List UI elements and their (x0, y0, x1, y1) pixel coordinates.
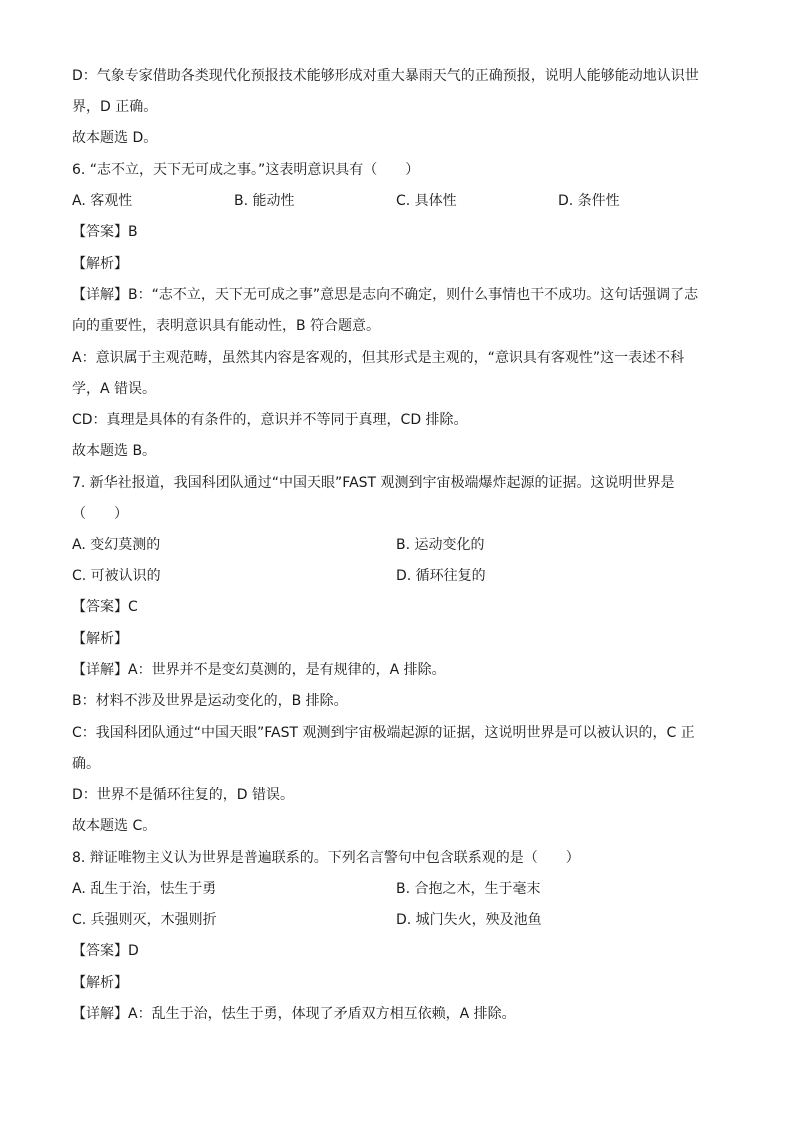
q6-option-d: D. 条件性 (558, 193, 620, 209)
q8-option-b: B. 合抱之木，生于毫末 (396, 881, 541, 897)
q7-answer: 【答案】C (72, 599, 138, 615)
text-line: 界，D 正确。 (72, 99, 158, 115)
q6-detail-line: 【详解】B：“志不立，天下无可成之事”意思是志向不确定，则什么事情也干不成功。这句话强调了志 (72, 287, 699, 303)
q7-option-b: B. 运动变化的 (396, 537, 485, 553)
q8-option-a: A. 乱生于治，怯生于勇 (72, 881, 217, 897)
q7-option-d: D. 循环往复的 (396, 568, 486, 584)
q7-detail-line: 确。 (72, 756, 100, 772)
q8-option-c: C. 兵强则灭，木强则折 (72, 912, 217, 928)
q6-detail-line: A：意识属于主观范畴，虽然其内容是客观的，但其形式是主观的，“意识具有客观性”这一表述不科 (72, 350, 685, 366)
q6-detail-line: 故本题选 B。 (72, 443, 157, 459)
q6-option-a: A. 客观性 (72, 193, 133, 209)
q6-answer: 【答案】B (72, 224, 138, 240)
q8-analysis-heading: 【解析】 (72, 975, 128, 991)
q6-detail-line: 向的重要性，表明意识具有能动性，B 符合题意。 (72, 318, 381, 334)
question-7-stem: 7. 新华社报道，我国科团队通过“中国天眼”FAST 观测到宇宙极端爆炸起源的证据。这说明世界是 (72, 475, 675, 491)
q7-detail-line: 故本题选 C。 (72, 818, 157, 834)
q7-detail-line: D：世界不是循环往复的，D 错误。 (72, 787, 295, 803)
q8-option-d: D. 城门失火，殃及池鱼 (396, 912, 542, 928)
q6-detail-line: CD：真理是具体的有条件的，意识并不等同于真理，CD 排除。 (72, 412, 468, 428)
text-line: 故本题选 D。 (72, 130, 158, 146)
question-8-stem: 8. 辩证唯物主义认为世界是普遍联系的。下列名言警句中包含联系观的是（ ） (72, 850, 580, 866)
q8-detail-line: 【详解】A：乱生于治，怯生于勇，体现了矛盾双方相互依赖，A 排除。 (72, 1006, 516, 1022)
q6-analysis-heading: 【解析】 (72, 256, 128, 272)
question-7-stem-cont: （ ） (72, 506, 128, 522)
q7-analysis-heading: 【解析】 (72, 631, 128, 647)
q6-detail-line: 学，A 错误。 (72, 381, 157, 397)
q6-option-b: B. 能动性 (234, 193, 295, 209)
question-6-stem: 6. “志不立，天下无可成之事。”这表明意识具有（ ） (72, 162, 420, 178)
text-line: D：气象专家借助各类现代化预报技术能够形成对重大暴雨天气的正确预报，说明人能够能动地认识世 (72, 68, 699, 84)
q7-detail-line: B：材料不涉及世界是运动变化的，B 排除。 (72, 693, 348, 709)
q7-detail-line: 【详解】A：世界并不是变幻莫测的，是有规律的，A 排除。 (72, 662, 446, 678)
q8-answer: 【答案】D (72, 943, 139, 959)
q6-option-c: C. 具体性 (396, 193, 457, 209)
q7-option-a: A. 变幻莫测的 (72, 537, 161, 553)
q7-detail-line: C：我国科团队通过“中国天眼”FAST 观测到宇宙极端起源的证据，这说明世界是可以被认识的，C 正 (72, 725, 695, 741)
q7-option-c: C. 可被认识的 (72, 568, 161, 584)
